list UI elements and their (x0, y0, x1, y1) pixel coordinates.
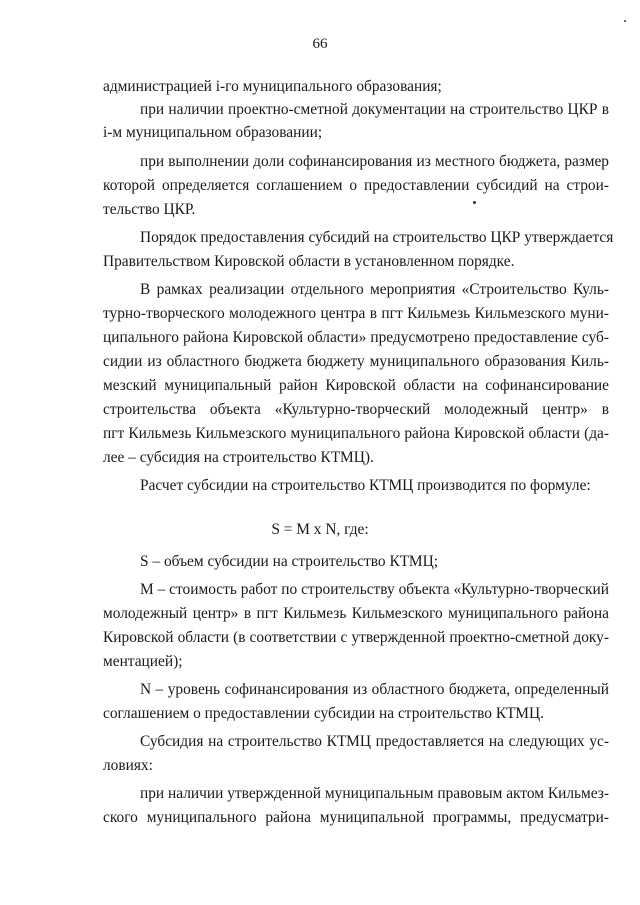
text-line: i-м муниципальном образовании; (103, 124, 323, 141)
text-line: Порядок предоставления субсидий на строительство ЦКР утверждается (140, 229, 614, 246)
text-line: ского муниципального района муниципальной программы, предусматри- (103, 809, 609, 826)
text-line: Правительством Кировской области в установленном порядке. (103, 253, 515, 270)
text-line: при наличии утвержденной муниципальным правовым актом Кильмез- (140, 785, 609, 802)
text-line: ловиях: (103, 757, 153, 774)
text-line: соглашением о предоставлении субсидии на строительство КТМЦ. (103, 705, 544, 722)
text-line: лее – субсидия на строительство КТМЦ). (103, 449, 374, 466)
text-line: ментацией); (103, 653, 183, 670)
text-line: которой определяется соглашением о предоставлении субсидий на строи- (103, 177, 609, 194)
text-line: при наличии проектно-сметной документации на строительство ЦКР в (140, 101, 609, 118)
text-line: администрацией i-го муниципального образования; (103, 78, 442, 95)
text-line: S – объем субсидии на строительство КТМЦ; (140, 553, 438, 570)
text-line: молодежный центр» в пгт Кильмезь Кильмезского муниципального района (103, 605, 609, 622)
page-number: 66 (312, 36, 328, 52)
text-line: мезский муниципальный район Кировской области на софинансирование (103, 377, 609, 394)
formula: S = M x N, где: (271, 521, 369, 538)
scan-speck (473, 201, 476, 204)
text-line: сидии из областного бюджета бюджету муниципального образования Киль- (103, 353, 609, 370)
text-line: пгт Кильмезь Кильмезского муниципального района Кировской области (да- (103, 425, 609, 442)
text-line: M – стоимость работ по строительству объекта «Культурно-творческий (140, 581, 609, 598)
text-line: ципального района Кировской области» предусмотрено предоставление суб- (103, 329, 609, 346)
text-line: Расчет субсидии на строительство КТМЦ производится по формуле: (140, 477, 591, 494)
text-line: Кировской области (в соответствии с утвержденной проектно-сметной доку- (103, 629, 609, 646)
text-line: строительства объекта «Культурно-творческий молодежный центр» в (103, 401, 609, 418)
text-line: Субсидия на строительство КТМЦ предоставляется на следующих ус- (140, 733, 609, 750)
text-line: В рамках реализации отдельного мероприятия «Строительство Куль- (140, 281, 609, 298)
scan-speck (624, 20, 626, 22)
text-line: при выполнении доли софинансирования из местного бюджета, размер (140, 153, 609, 170)
text-line: тельство ЦКР. (103, 201, 196, 218)
text-line: N – уровень софинансирования из областного бюджета, определенный (140, 681, 609, 698)
text-line: турно-творческого молодежного центра в пгт Кильмезь Кильмезского муни- (103, 305, 609, 322)
